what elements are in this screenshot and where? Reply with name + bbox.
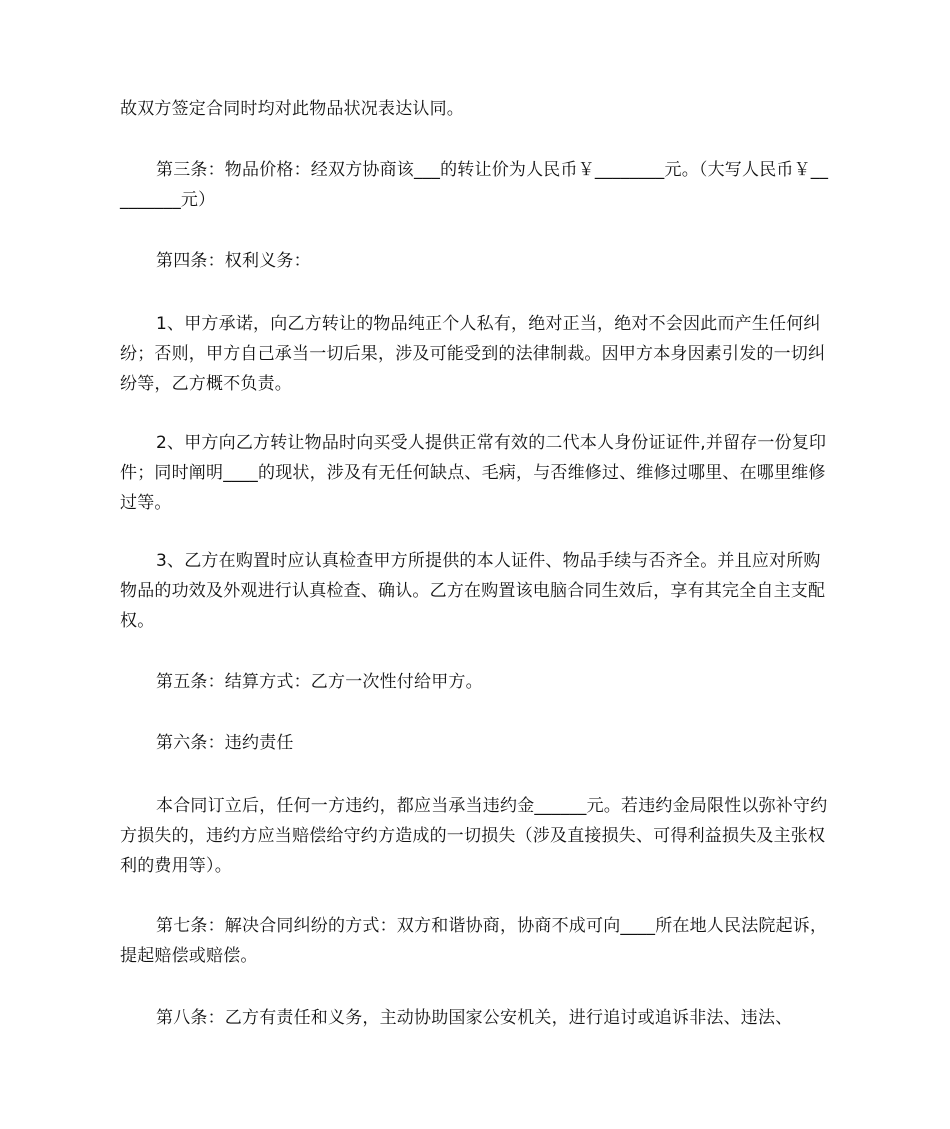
paragraph-clause-1: 1、甲方承诺，向乙方转让的物品纯正个人私有，绝对正当，绝对不会因此而产生任何纠纷；否则，甲方自己承当一切后果，涉及可能受到的法律制裁。因甲方本身因素引发的一切纠纷等，乙方概不负责。 <box>120 314 826 394</box>
paragraph-article-8: 第八条：乙方有责任和义务，主动协助国家公安机关，进行追讨或追诉非法、违法、 <box>156 1008 793 1028</box>
paragraph-article-6-heading: 第六条：违约责任 <box>156 733 294 753</box>
paragraph-breach-liability: 本合同订立后，任何一方违约，都应当承当违约金______元。若违约金局限性以弥补守约方损失的，违约方应当赔偿给守约方造成的一切损失（涉及直接损失、可得利益损失及主张权利的费用等）。 <box>120 796 828 876</box>
paragraph-clause-2: 2、甲方向乙方转让物品时向买受人提供正常有效的二代本人身份证证件,并留存一份复印件；同时阐明____的现状，涉及有无任何缺点、毛病，与否维修过、维修过哪里、在哪里维修过等。 <box>120 433 827 513</box>
paragraph-continuation: 故双方签定合同时均对此物品状况表达认同。 <box>120 99 464 119</box>
paragraph-article-3-price: 第三条：物品价格：经双方协商该___的转让价为人民币￥________元。（大写人民币￥_________元） <box>120 160 829 210</box>
paragraph-article-4-heading: 第四条：权利义务： <box>156 251 311 271</box>
paragraph-article-5: 第五条：结算方式：乙方一次性付给甲方。 <box>156 672 483 692</box>
paragraph-clause-3: 3、乙方在购置时应认真检查甲方所提供的本人证件、物品手续与否齐全。并且应对所购物品的功效及外观进行认真检查、确认。乙方在购置该电脑合同生效后，享有其完全自主支配权。 <box>120 551 826 631</box>
paragraph-article-7: 第七条：解决合同纠纷的方式：双方和谐协商，协商不成可向____所在地人民法院起诉，提起赔偿或赔偿。 <box>120 916 828 966</box>
